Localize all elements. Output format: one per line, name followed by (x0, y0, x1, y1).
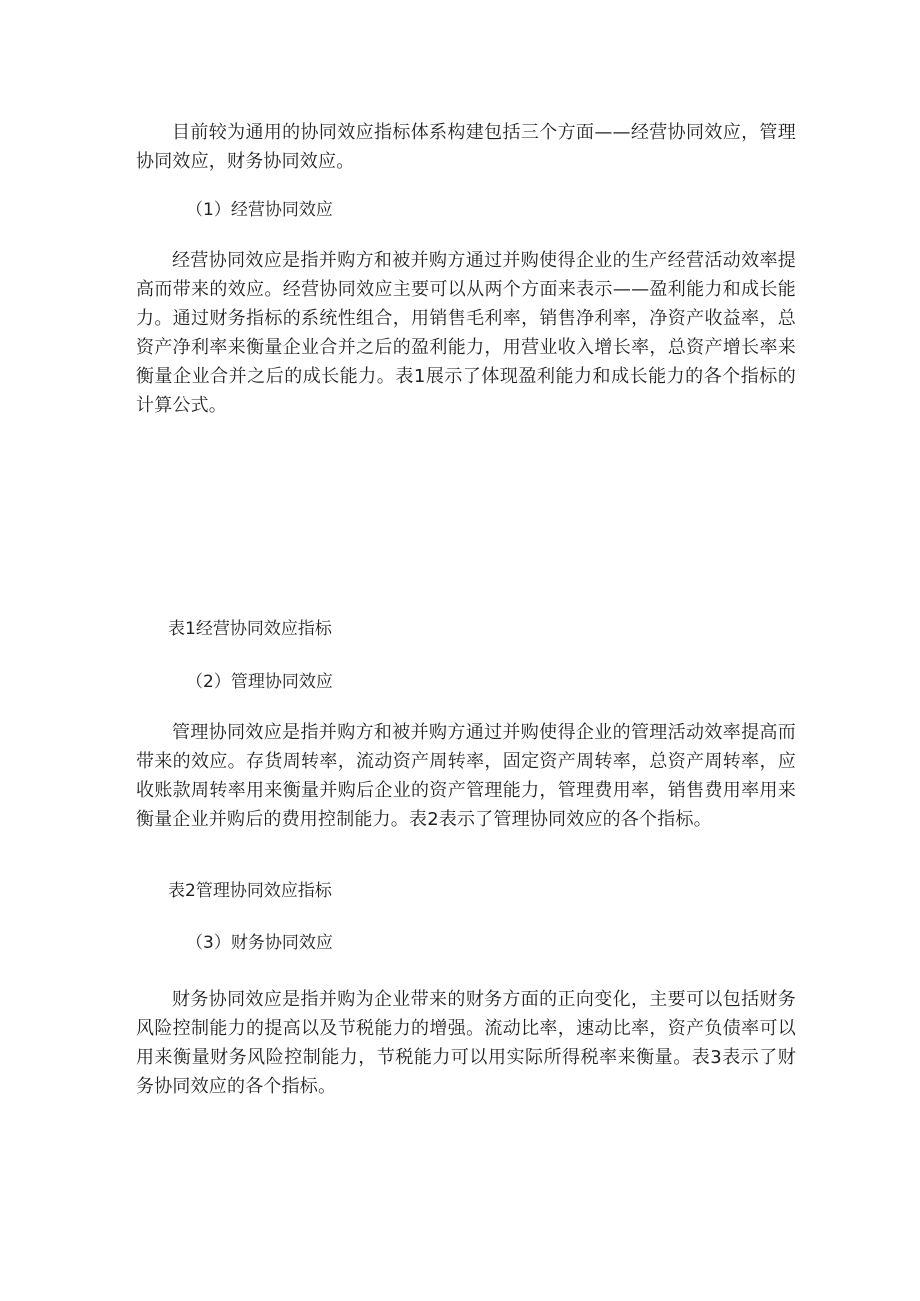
table-1-caption: 表1经营协同效应指标 (168, 619, 332, 639)
section-3-paragraph: 财务协同效应是指并购为企业带来的财务方面的正向变化，主要可以包括财务风险控制能力的提高以及节税能力的增强。流动比率，速动比率，资产负债率可以用来衡量财务风险控制能力，节税能力可以用实际所得税率来衡量。表3表示了财务协同效应的各个指标。 (136, 989, 796, 1097)
section-1-heading: （1）经营协同效应 (186, 200, 333, 220)
section-2-paragraph: 管理协同效应是指并购方和被并购方通过并购使得企业的管理活动效率提高而带来的效应。存货周转率，流动资产周转率，固定资产周转率，总资产周转率，应收账款周转率用来衡量并购后企业的资产管理能力，管理费用率，销售费用率用来衡量企业并购后的费用控制能力。表2表示了管理协同效应的各个指标。 (136, 722, 796, 830)
section-2-heading: （2）管理协同效应 (186, 672, 333, 692)
intro-paragraph: 目前较为通用的协同效应指标体系构建包括三个方面——经营协同效应，管理协同效应，财务协同效应。 (136, 122, 796, 172)
table-2-caption: 表2管理协同效应指标 (168, 881, 332, 901)
section-1-paragraph: 经营协同效应是指并购方和被并购方通过并购使得企业的生产经营活动效率提高而带来的效应。经营协同效应主要可以从两个方面来表示——盈利能力和成长能力。通过财务指标的系统性组合，用销售毛利率，销售净利率，净资产收益率，总资产净利率来衡量企业合并之后的盈利能力，用营业收入增长率，总资产增长率来衡量企业合并之后的成长能力。表1展示了体现盈利能力和成长能力的各个指标的计算公式。 (136, 250, 796, 416)
section-3-heading: （3）财务协同效应 (186, 933, 333, 953)
